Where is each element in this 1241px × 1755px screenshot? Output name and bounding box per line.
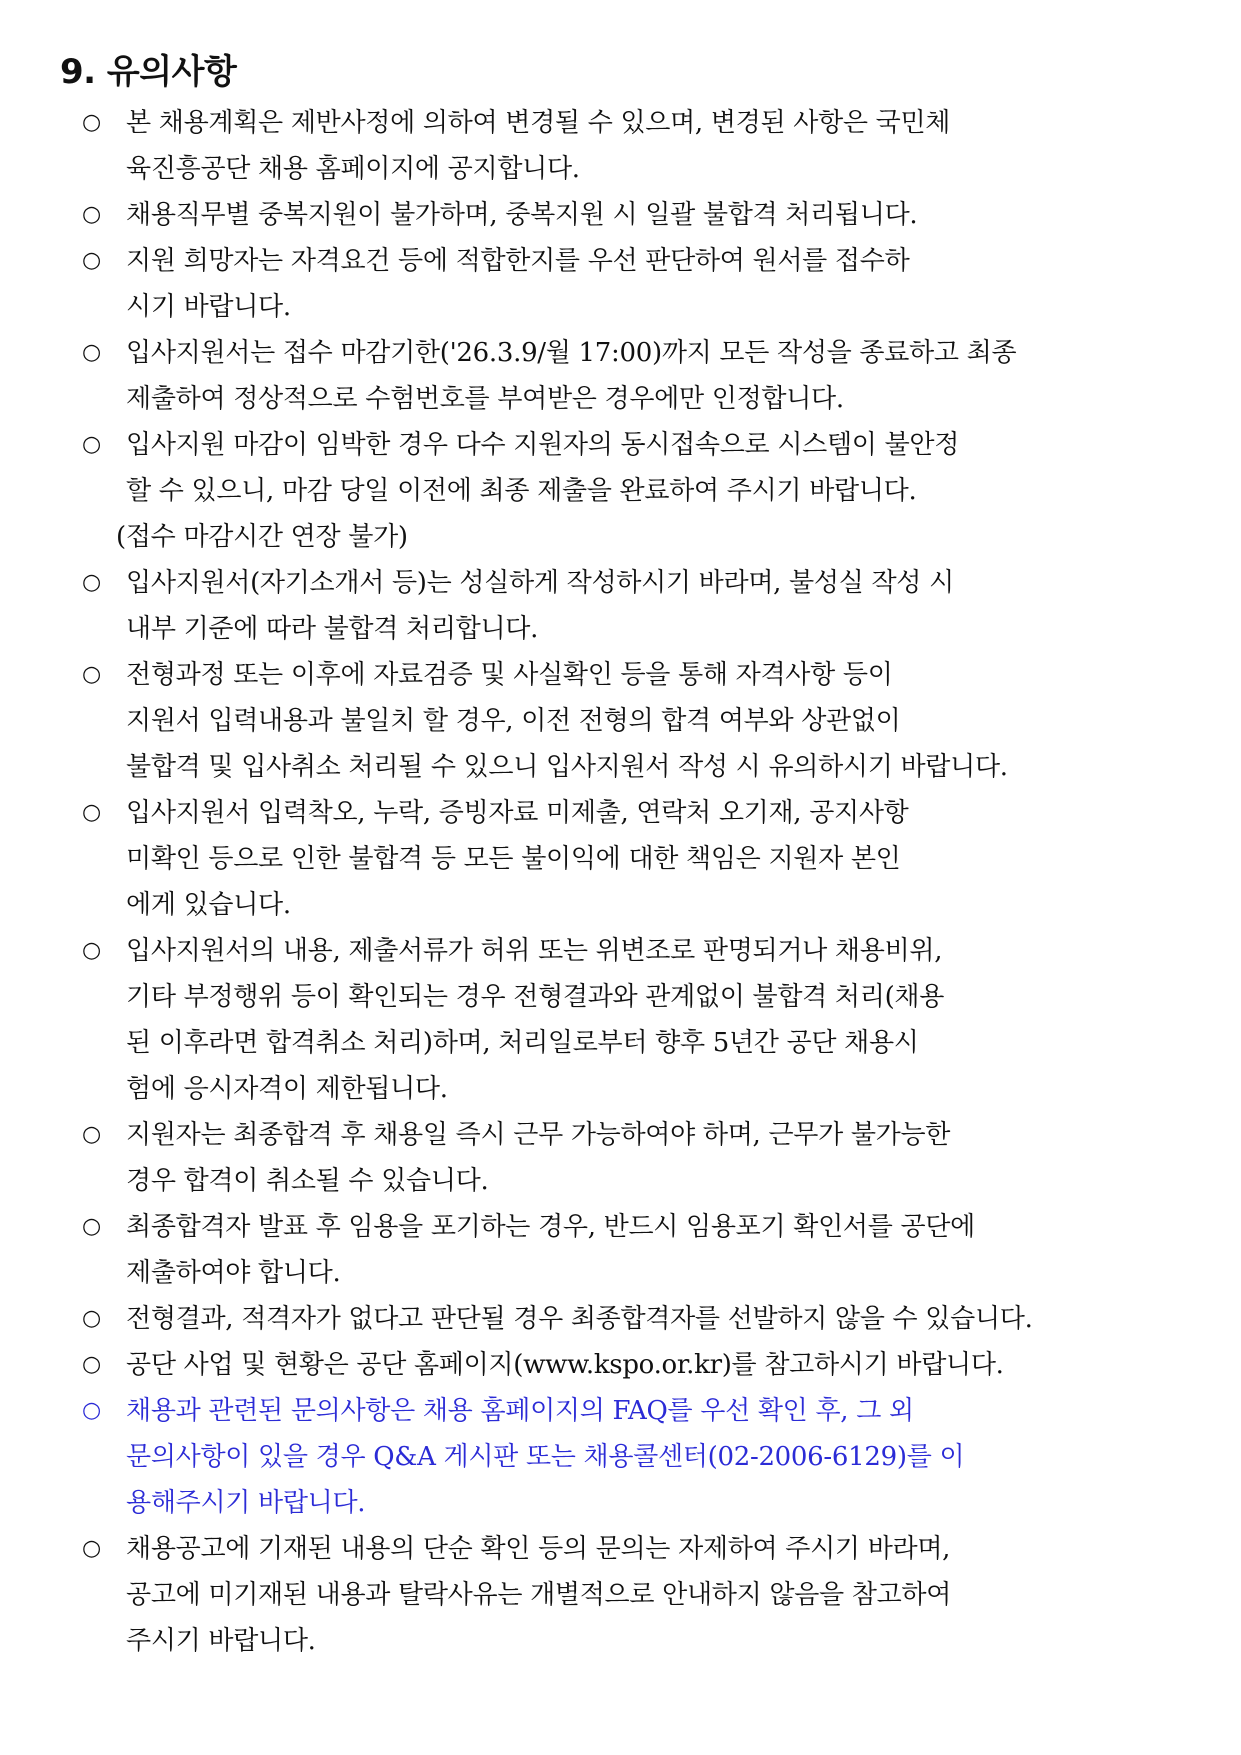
- notice-line: 입사지원서 입력착오, 누락, 증빙자료 미제출, 연락처 오기재, 공지사항: [126, 798, 909, 828]
- notice-line: 입사지원서(자기소개서 등)는 성실하게 작성하시기 바라며, 불성실 작성 시: [126, 568, 954, 598]
- notice-item: [60, 928, 1185, 1112]
- notice-line: 내부 기준에 따라 불합격 처리합니다.: [126, 614, 539, 644]
- notice-item: [60, 422, 1185, 514]
- notice-item: [60, 1526, 1185, 1664]
- notice-note: (접수 마감시간 연장 불가): [116, 522, 408, 552]
- notice-line: 입사지원서는 접수 마감기한('26.3.9/월 17:00)까지 모든 작성을 종료하고 최종: [126, 338, 1017, 368]
- bullet-circle-icon: ○: [82, 1536, 101, 1561]
- notice-item: [60, 1296, 1185, 1342]
- bullet-circle-icon: ○: [82, 1214, 101, 1239]
- bullet-circle-icon: ○: [82, 1306, 101, 1331]
- bullet-circle-icon: ○: [82, 248, 101, 273]
- notice-line: 불합격 및 입사취소 처리될 수 있으니 입사지원서 작성 시 유의하시기 바랍니다.: [126, 752, 1008, 782]
- notice-item: [60, 560, 1185, 652]
- notice-line: 전형과정 또는 이후에 자료검증 및 사실확인 등을 통해 자격사항 등이: [126, 660, 893, 690]
- notice-item: [60, 790, 1185, 928]
- notice-line: 기타 부정행위 등이 확인되는 경우 전형결과와 관계없이 불합격 처리(채용: [126, 982, 945, 1012]
- bullet-circle-icon: ○: [82, 800, 101, 825]
- notice-line: 지원자는 최종합격 후 채용일 즉시 근무 가능하여야 하며, 근무가 불가능한: [126, 1120, 951, 1150]
- section-title: 9. 유의사항: [60, 52, 237, 92]
- notice-item: [60, 100, 1185, 192]
- bullet-circle-icon: ○: [82, 432, 101, 457]
- notice-item: [60, 1388, 1185, 1526]
- notice-line: 시기 바랍니다.: [126, 292, 291, 322]
- notice-line: 채용공고에 기재된 내용의 단순 확인 등의 문의는 자제하여 주시기 바라며,: [126, 1534, 951, 1564]
- bullet-circle-icon: ○: [82, 570, 101, 595]
- notice-line: 전형결과, 적격자가 없다고 판단될 경우 최종합격자를 선발하지 않을 수 있습니다.: [126, 1304, 1033, 1334]
- notice-line: 입사지원서의 내용, 제출서류가 허위 또는 위변조로 판명되거나 채용비위,: [126, 936, 943, 966]
- notice-line: 용해주시기 바랍니다.: [126, 1488, 366, 1518]
- bullet-circle-icon: ○: [82, 1352, 101, 1377]
- notice-line: 지원 희망자는 자격요건 등에 적합한지를 우선 판단하여 원서를 접수하: [126, 246, 910, 276]
- notice-item: [60, 192, 1185, 238]
- notice-line: 지원서 입력내용과 불일치 할 경우, 이전 전형의 합격 여부와 상관없이: [126, 706, 901, 736]
- notice-item: [60, 238, 1185, 330]
- notice-line: 최종합격자 발표 후 임용을 포기하는 경우, 반드시 임용포기 확인서를 공단에: [126, 1212, 975, 1242]
- notice-line: 육진흥공단 채용 홈페이지에 공지합니다.: [126, 154, 580, 184]
- notice-item: [60, 652, 1185, 790]
- bullet-circle-icon: ○: [82, 340, 101, 365]
- notice-item: [60, 330, 1185, 422]
- bullet-circle-icon: ○: [82, 1122, 101, 1147]
- notice-line: 주시기 바랍니다.: [126, 1626, 316, 1656]
- notice-line: 된 이후라면 합격취소 처리)하며, 처리일로부터 향후 5년간 공단 채용시: [126, 1028, 919, 1058]
- document-page: [60, 50, 1185, 1664]
- notice-line: 경우 합격이 취소될 수 있습니다.: [126, 1166, 489, 1196]
- notice-line: 채용직무별 중복지원이 불가하며, 중복지원 시 일괄 불합격 처리됩니다.: [126, 200, 918, 230]
- notice-item: [60, 1342, 1185, 1388]
- notice-line: 에게 있습니다.: [126, 890, 291, 920]
- notice-list: [60, 100, 1185, 1664]
- notice-line: 험에 응시자격이 제한됩니다.: [126, 1074, 448, 1104]
- notice-line: 채용과 관련된 문의사항은 채용 홈페이지의 FAQ를 우선 확인 후, 그 외: [126, 1396, 914, 1426]
- bullet-circle-icon: ○: [82, 1398, 101, 1423]
- bullet-circle-icon: ○: [82, 938, 101, 963]
- notice-line: 제출하여야 합니다.: [126, 1258, 341, 1288]
- bullet-circle-icon: ○: [82, 662, 101, 687]
- notice-item: [60, 1204, 1185, 1296]
- notice-line: 공단 사업 및 현황은 공단 홈페이지(www.kspo.or.kr)를 참고하시기 바랍니다.: [126, 1350, 1004, 1380]
- notice-line: 할 수 있으니, 마감 당일 이전에 최종 제출을 완료하여 주시기 바랍니다.: [126, 476, 917, 506]
- bullet-circle-icon: ○: [82, 110, 101, 135]
- notice-line: 문의사항이 있을 경우 Q&A 게시판 또는 채용콜센터(02-2006-6129)를 이: [126, 1442, 965, 1472]
- notice-line: 입사지원 마감이 임박한 경우 다수 지원자의 동시접속으로 시스템이 불안정: [126, 430, 960, 460]
- bullet-circle-icon: ○: [82, 202, 101, 227]
- notice-item: [60, 1112, 1185, 1204]
- notice-line: 제출하여 정상적으로 수험번호를 부여받은 경우에만 인정합니다.: [126, 384, 844, 414]
- notice-line: 공고에 미기재된 내용과 탈락사유는 개별적으로 안내하지 않음을 참고하여: [126, 1580, 952, 1610]
- notice-line: 미확인 등으로 인한 불합격 등 모든 불이익에 대한 책임은 지원자 본인: [126, 844, 901, 874]
- notice-line: 본 채용계획은 제반사정에 의하여 변경될 수 있으며, 변경된 사항은 국민체: [126, 108, 951, 138]
